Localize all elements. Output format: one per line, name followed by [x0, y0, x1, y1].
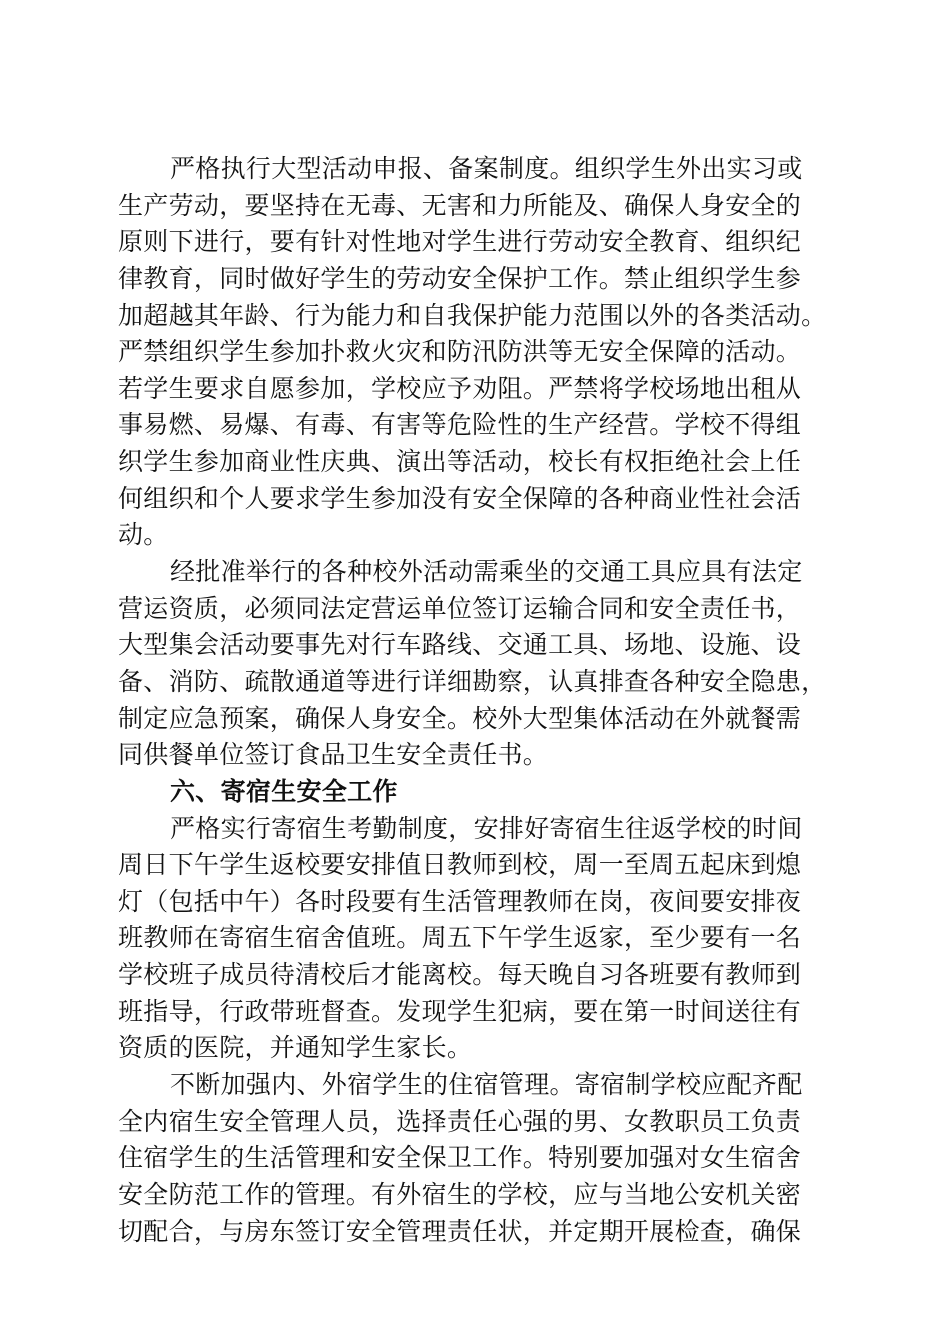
paragraph-line: 全内宿生安全管理人员，选择责任心强的男、女教职员工负责: [118, 1106, 802, 1136]
paragraph-line: 班教师在寄宿生宿舍值班。周五下午学生返家，至少要有一名: [118, 923, 802, 953]
paragraph-line: 严格实行寄宿生考勤制度，安排好寄宿生往返学校的时间: [170, 813, 803, 843]
paragraph-line: 资质的医院，并通知学生家长。: [118, 1033, 473, 1063]
paragraph-line: 生产劳动，要坚持在无毒、无害和力所能及、确保人身安全的: [118, 190, 802, 220]
paragraph-line: 灯（包括中午）各时段要有生活管理教师在岗，夜间要安排夜: [118, 886, 802, 916]
paragraph-line: 原则下进行，要有针对性地对学生进行劳动安全教育、组织纪: [118, 227, 802, 257]
paragraph-line: 加超越其年龄、行为能力和自我保护能力范围以外的各类活动。: [118, 300, 827, 330]
paragraph-line: 切配合，与房东签订安全管理责任状，并定期开展检查，确保: [118, 1216, 802, 1246]
paragraph-line: 学校班子成员待清校后才能离校。每天晚自习各班要有教师到: [118, 960, 802, 990]
paragraph-line: 住宿学生的生活管理和安全保卫工作。特别要加强对女生宿舍: [118, 1143, 802, 1173]
document-body: [118, 151, 836, 1250]
section-heading: 六、寄宿生安全工作: [170, 776, 398, 806]
paragraph-line: 严禁组织学生参加扑救火灾和防汛防洪等无安全保障的活动。: [118, 337, 802, 367]
paragraph-line: 事易燃、易爆、有毒、有害等危险性的生产经营。学校不得组: [118, 410, 802, 440]
paragraph-line: 动。: [118, 520, 169, 550]
paragraph-line: 经批准举行的各种校外活动需乘坐的交通工具应具有法定: [170, 557, 803, 587]
paragraph-line: 同供餐单位签订食品卫生安全责任书。: [118, 740, 549, 770]
paragraph-line: 律教育，同时做好学生的劳动安全保护工作。禁止组织学生参: [118, 263, 802, 293]
paragraph-line: 班指导，行政带班督查。发现学生犯病，要在第一时间送往有: [118, 996, 802, 1026]
paragraph-line: 严格执行大型活动申报、备案制度。组织学生外出实习或: [170, 154, 803, 183]
paragraph-line: 织学生参加商业性庆典、演出等活动，校长有权拒绝社会上任: [118, 447, 802, 477]
paragraph-line: 备、消防、疏散通道等进行详细勘察，认真排查各种安全隐患，: [118, 666, 827, 696]
paragraph-line: 周日下午学生返校要安排值日教师到校，周一至周五起床到熄: [118, 850, 802, 880]
paragraph-line: 安全防范工作的管理。有外宿生的学校，应与当地公安机关密: [118, 1179, 802, 1209]
paragraph-line: 若学生要求自愿参加，学校应予劝阻。严禁将学校场地出租从: [118, 373, 802, 403]
paragraph-line: 大型集会活动要事先对行车路线、交通工具、场地、设施、设: [118, 630, 802, 660]
paragraph-line: 不断加强内、外宿学生的住宿管理。寄宿制学校应配齐配: [170, 1070, 803, 1100]
paragraph-line: 制定应急预案，确保人身安全。校外大型集体活动在外就餐需: [118, 703, 802, 733]
paragraph-line: 何组织和个人要求学生参加没有安全保障的各种商业性社会活: [118, 483, 802, 513]
paragraph-line: 营运资质，必须同法定营运单位签订运输合同和安全责任书，: [118, 593, 802, 623]
